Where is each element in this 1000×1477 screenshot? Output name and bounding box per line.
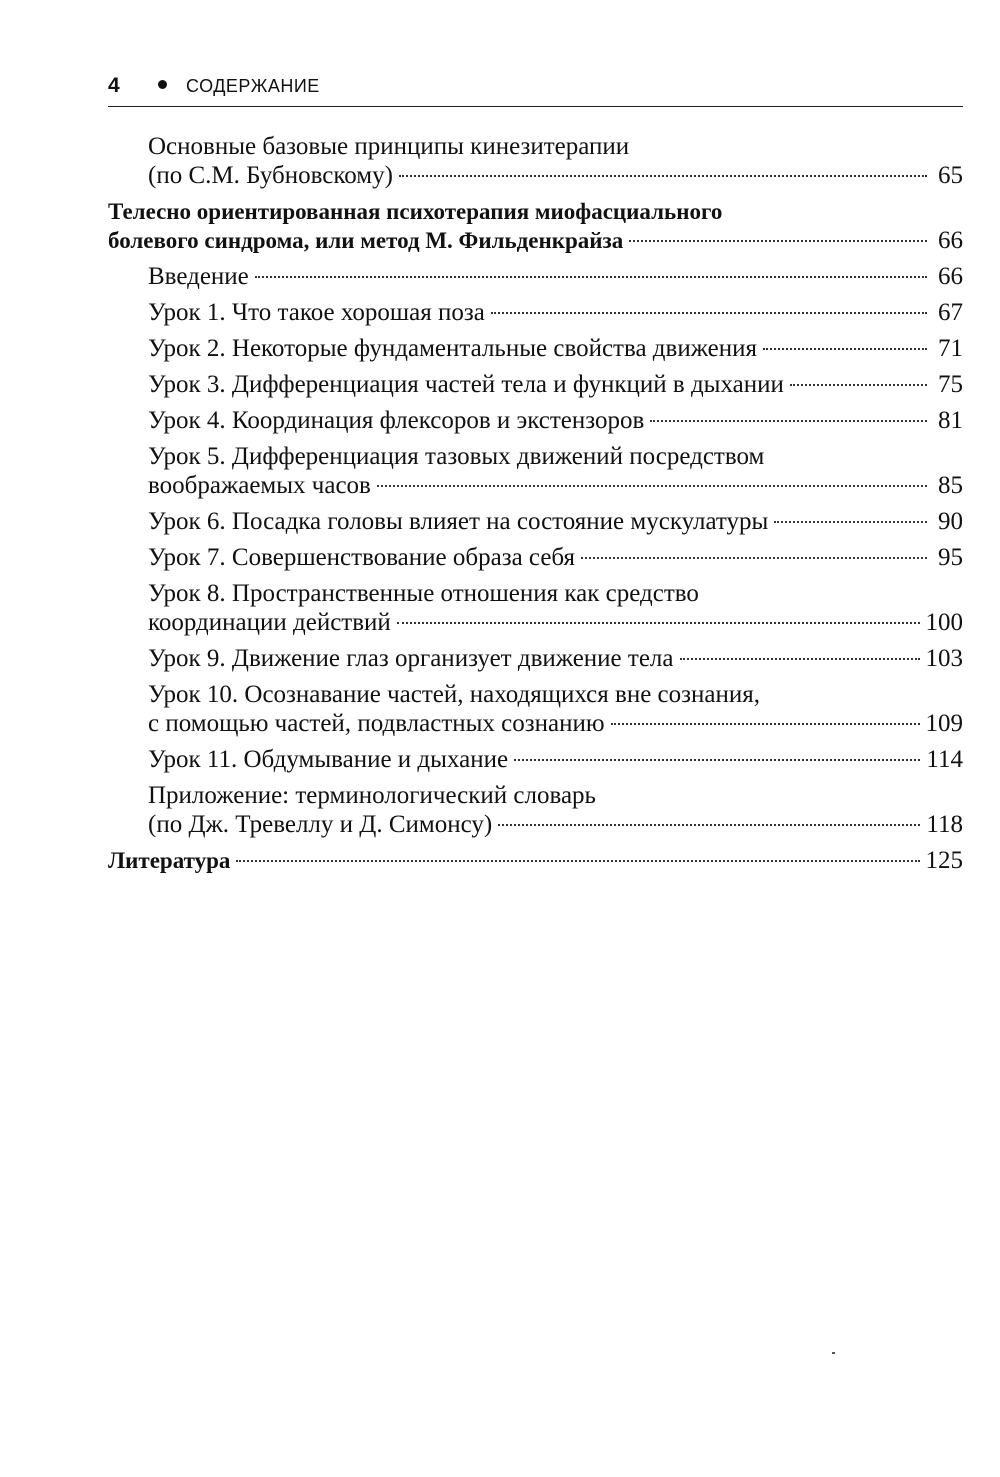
toc-entry-title: Урок 1. Что такое хорошая поза [148,299,485,326]
toc-entry-title: Литература [108,848,231,873]
toc-page-number: 90 [938,508,963,535]
toc-entry[interactable] [108,442,963,500]
toc-page-number: 81 [938,407,963,434]
toc-entry-title-line: Приложение: терминологический словарь [148,782,596,809]
dot-leader [236,860,919,862]
toc-entry[interactable] [108,507,963,536]
toc-page-number: 67 [938,299,963,326]
toc-entry[interactable] [108,262,963,291]
dot-leader [611,723,920,725]
toc-entry-title-line: Телесно ориентированная психотерапия миофасциального [108,199,723,224]
toc-entry-title: Урок 7. Совершенствование образа себя [148,544,576,571]
toc-entry-title: Урок 3. Дифференциация частей тела и функций в дыхании [148,371,784,398]
dot-leader [650,420,927,422]
toc-page-number: 114 [926,746,963,773]
dot-leader [774,521,927,523]
toc-page-number: 71 [938,335,963,362]
dot-leader [629,240,927,242]
toc-entry-title: с помощью частей, подвластных сознанию [148,710,605,737]
toc-entry-title-line: Урок 5. Дифференциация тазовых движений посредством [148,443,765,470]
toc-entry-title: воображаемых часов [148,472,371,499]
dot-leader [763,348,927,350]
toc-entry-title: Урок 6. Посадка головы влияет на состояние мускулатуры [148,508,769,535]
toc-entry[interactable] [108,781,963,839]
toc-page-number: 85 [938,472,963,499]
toc-page-number: 103 [925,645,963,672]
page-header [108,72,963,107]
toc-entry[interactable] [108,579,963,637]
toc-entry-title-line: Основные базовые принципы кинезитерапии [148,133,630,160]
dot-leader [498,824,920,826]
dot-leader [399,175,927,177]
dot-leader [514,759,920,761]
toc-entry[interactable] [108,298,963,327]
dot-leader [491,312,927,314]
toc-page-number: 66 [938,263,963,290]
toc-entry-chapter[interactable] [108,846,963,875]
section-title: СОДЕРЖАНИЕ [186,76,320,96]
dot-leader [397,622,920,624]
toc-entry-title: Урок 4. Координация флексоров и экстензоров [148,407,645,434]
page-number: 4 [108,74,120,97]
toc-entry[interactable] [108,334,963,363]
dot-leader [581,557,927,559]
toc-entry-title: Урок 11. Обдумывание и дыхание [148,746,509,773]
toc-page-number: 125 [925,847,963,874]
toc-entry[interactable] [108,543,963,572]
dot-leader [255,276,927,278]
toc-entry-title: Введение [148,263,249,290]
toc-entry-chapter[interactable] [108,197,963,255]
toc-entry-title: координации действий [148,609,391,636]
table-of-contents [108,132,963,875]
dot-leader [377,485,927,487]
toc-entry-title-line: Урок 10. Осознавание частей, находящихся вне сознания, [148,681,760,708]
toc-page-number: 118 [926,811,963,838]
toc-entry-title-line: Урок 8. Пространственные отношения как средство [148,580,699,607]
bullet-icon [158,80,167,89]
toc-page-number: 100 [925,609,963,636]
toc-entry[interactable] [108,745,963,774]
toc-entry-title: (по Дж. Тревеллу и Д. Симонсу) [148,811,493,838]
toc-entry-title: (по С.М. Бубновскому) [148,162,393,189]
toc-page-number: 109 [925,710,963,737]
toc-entry-title: Урок 9. Движение глаз организует движение тела [148,645,674,672]
toc-entry-title: Урок 2. Некоторые фундаментальные свойства движения [148,335,757,362]
toc-page-number: 75 [938,371,963,398]
toc-entry[interactable] [108,406,963,435]
toc-entry[interactable] [108,644,963,673]
toc-entry[interactable] [108,680,963,738]
toc-page-number: 66 [938,227,963,254]
dot-leader [790,384,927,386]
toc-entry[interactable] [108,132,963,190]
dot-leader [680,658,920,660]
print-speck [832,1352,835,1354]
toc-page-number: 65 [938,162,963,189]
toc-entry-title: болевого синдрома, или метод М. Фильденкрайза [108,228,624,253]
toc-entry[interactable] [108,370,963,399]
toc-page-number: 95 [938,544,963,571]
